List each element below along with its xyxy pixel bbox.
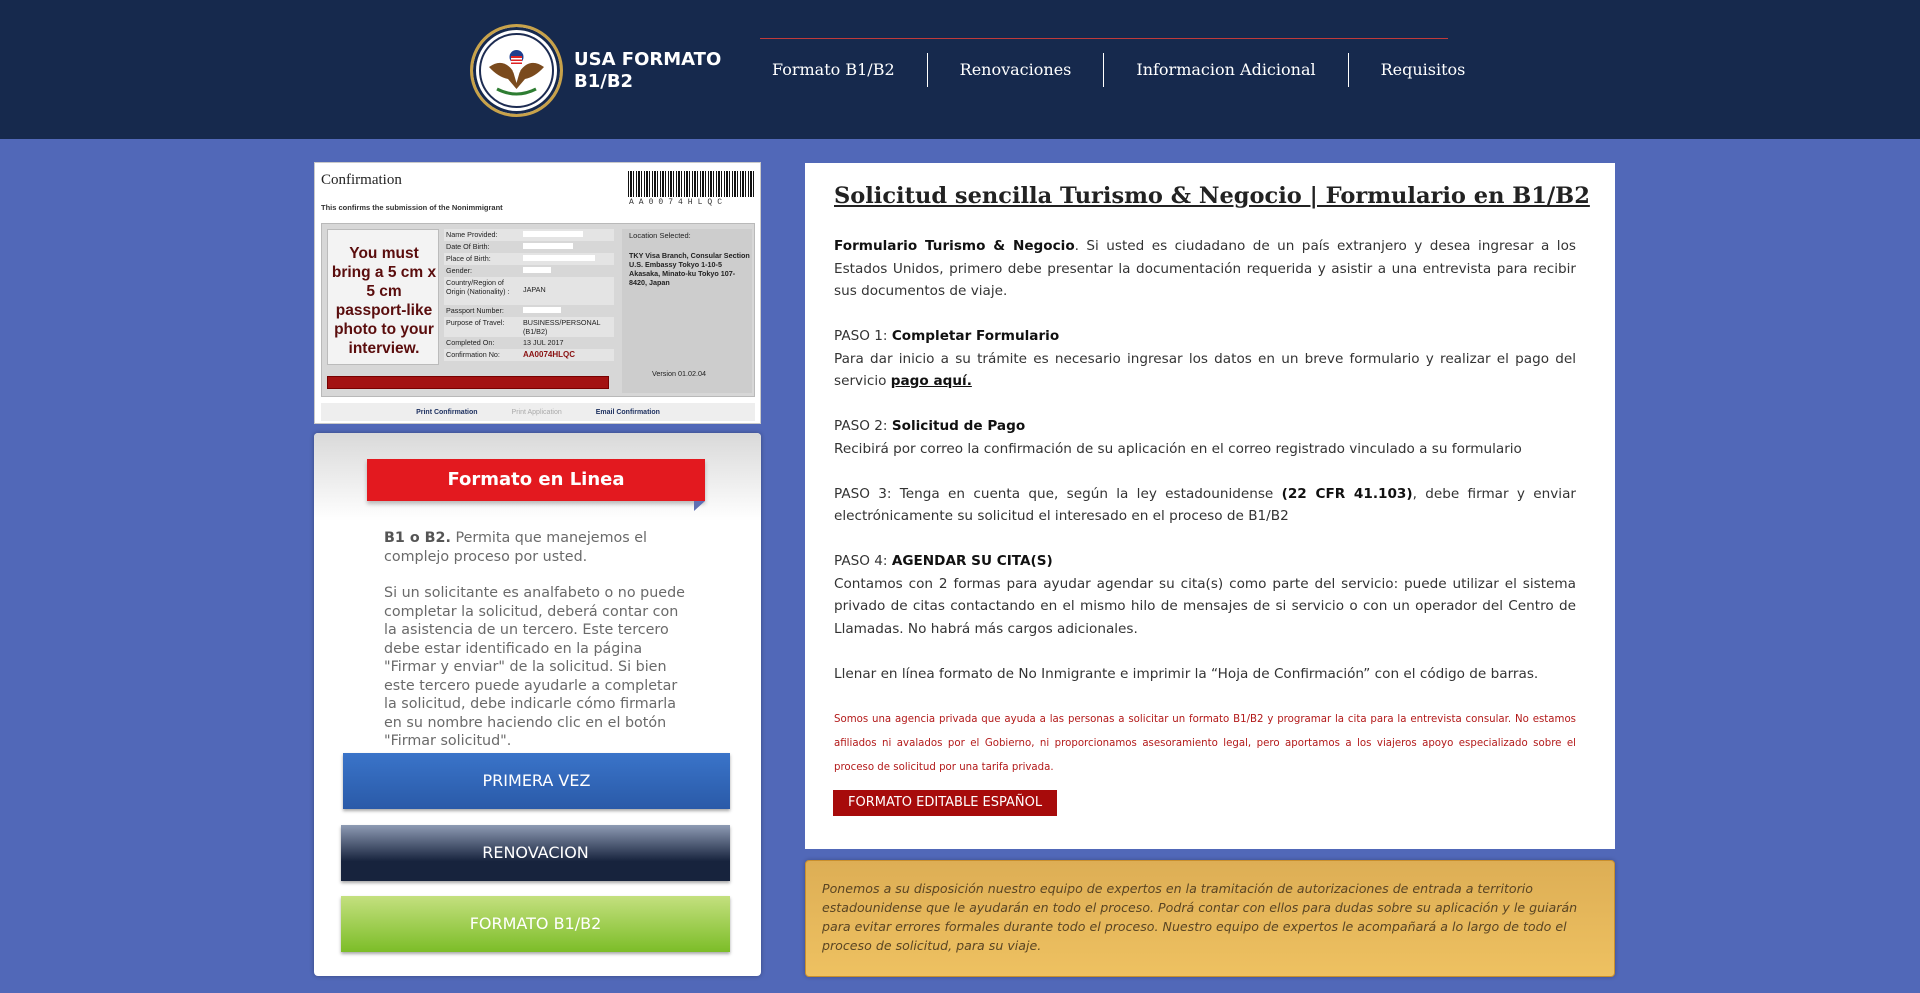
disclaimer-text: Somos una agencia privada que ayuda a las personas a solicitar un formato B1/B2 y programar la cita para la entrevista consular. No estamos afiliados ni avalados por el Gobierno, ni proporcionamos asesoramiento legal, pero aportamos a los viajeros apoyo especializado sobre el proceso de solicitud por una tarifa privada. [834,714,1576,773]
paso-4-label: PASO 4: [834,553,892,569]
field-label: Completed On: [446,338,495,347]
field-label: Name Provided: [446,230,498,239]
email-confirmation-label: Email Confirmation [595,408,660,416]
intro-paragraph [834,235,1576,303]
paso-2-label: PASO 2: [834,418,892,434]
location-text: TKY Visa Branch, Consular Section U.S. Embassy Tokyo 1-10-5 Akasaka, Minato-ku Tokyo 107-8420, Japan [629,251,750,287]
intro-bold: Formulario Turismo & Negocio [834,238,1075,254]
brand-line-1: USA FORMATO [574,49,722,70]
field-row [444,229,614,241]
nav-renovaciones[interactable]: Renovaciones [928,53,1105,87]
field-value: 13 JUL 2017 [523,338,564,347]
main-content-panel [805,163,1615,849]
paso-3 [834,483,1576,528]
ribbon-fold [694,501,705,511]
field-row [444,265,614,277]
closing-text: Llenar en línea formato de No Inmigrante e imprimir la “Hoja de Confirmación” con el código de barras. [834,665,1539,682]
field-label: Confirmation No: [446,350,500,359]
paso-1 [834,325,1576,393]
field-value [523,306,612,316]
confirmation-number: AA0074HLQC [523,350,576,359]
paso-2-text: Recibirá por correo la confirmación de su aplicación en el correo registrado vinculado a su formulario [834,440,1522,457]
field-label: Gender: [446,266,472,275]
field-row [444,337,614,349]
field-label: Purpose of Travel: [446,318,505,327]
field-row [444,317,614,337]
field-row [444,253,614,265]
field-row [444,305,614,317]
primera-vez-button[interactable]: PRIMERA VEZ [343,753,730,809]
eagle-icon [473,27,560,114]
paso-1-text: Para dar inicio a su trámite es necesario ingresar los datos en un breve formulario y realizar el pago del servicio [834,350,1576,389]
site-header [0,0,1920,139]
paso-4-title: AGENDAR SU CITA(S) [891,553,1053,569]
nav-formato-b1b2[interactable]: Formato B1/B2 [740,53,928,87]
confirmation-title: Confirmation [321,172,402,188]
red-bar [327,376,609,389]
nav-requisitos[interactable]: Requisitos [1380,60,1466,79]
ribbon-title: Formato en Linea [367,459,705,501]
logo-seal-icon[interactable] [470,24,563,117]
barcode-text: AA0074HLQC [629,198,728,207]
field-label: Date Of Birth: [446,242,490,251]
intro-text: . Si usted es ciudadano de un país extranjero y desea ingresar a los Estados Unidos, primero debe presentar la documentación requerida y asistir a una entrevista para recibir sus documentos de viaje. [834,238,1576,299]
confirmation-fields [444,229,614,361]
main-nav [740,52,1497,88]
paso-3-label: PASO 3: Tenga en cuenta que, según la ley estadounidense [834,485,1282,502]
field-row [444,349,614,361]
confirmation-subtitle: This confirms the submission of the Nonimmigrant [321,203,503,212]
location-label: Location Selected: [629,231,691,240]
card-intro-text: Permita que manejemos el complejo proceso por usted. [384,530,648,565]
field-label: Country/Region of Origin (Nationality) : [446,278,510,296]
experts-info-text: Ponemos a su disposición nuestro equipo de expertos en la tramitación de autorizaciones de entrada a territorio estadounidense que le ayudarán en todo el proceso. Podrá contar con ellos para dudas sobre su aplicación y le guiarán para evitar errores formales durante todo el proceso. Nuestro equipo de expertos le acompañará a lo largo de todo el proceso de solicitud, para su viaje. [822,881,1578,953]
print-application-label: Print Application [511,408,562,416]
photo-message: You must bring a 5 cm x 5 cm passport-like photo to your interview. [331,245,437,357]
card-intro-bold: B1 o B2. [384,530,451,546]
field-row [444,241,614,253]
location-panel [622,229,752,393]
online-format-card [314,433,761,976]
confirmation-sample-image [314,162,761,424]
field-value: JAPAN [523,285,546,294]
nav-divider-line [760,38,1448,39]
paso-3-text: , debe firmar y enviar electrónicamente su solicitud el interesado en el proceso de B1/B2 [834,485,1576,524]
barcode-icon [628,171,756,197]
card-paragraph: Si un solicitante es analfabeto o no puede completar la solicitud, deberá contar con la asistencia de un tercero. Este tercero debe estar identificado en la página "Firmar y enviar" de la solicitud. Si bien este tercero puede ayudarle a completar la solicitud, debe indicarle cómo firmarla en su nombre haciendo clic en el botón "Firmar solicitud". [384,585,685,749]
confirmation-buttons [321,403,755,421]
paso-3-law: (22 CFR 41.103) [1281,485,1413,502]
field-value [523,266,612,276]
paso-1-label: PASO 1: [834,328,892,344]
field-label: Place of Birth: [446,254,491,263]
photo-placeholder [327,229,439,365]
renovacion-button[interactable]: RENOVACION [341,825,730,881]
print-confirmation-label: Print Confirmation [416,408,478,416]
confirmation-details-box [321,223,755,397]
page-title: Solicitud sencilla Turismo & Negocio | Formulario en B1/B2 [834,183,1590,209]
card-intro [384,529,694,566]
paso-2 [834,415,1576,460]
card-text [384,529,694,769]
field-value [523,242,612,252]
nav-informacion-adicional[interactable]: Informacion Adicional [1104,53,1348,87]
field-value [523,254,612,264]
paso-4 [834,550,1576,640]
formato-editable-button[interactable]: FORMATO EDITABLE ESPAÑOL [833,790,1057,816]
paso-4-text: Contamos con 2 formas para ayudar agendar su cita(s) como parte del servicio: puede utilizar el sistema privado de citas contactando en el mismo hilo de mensajes de si servicio o con un operador del Centro de Llamadas. No habrá más cargos adicionales. [834,575,1576,637]
paso-2-title: Solicitud de Pago [891,418,1026,434]
field-value [523,230,612,240]
experts-info-box [805,860,1615,977]
main-body [834,235,1576,708]
field-row [444,277,614,305]
formato-b1b2-button[interactable]: FORMATO B1/B2 [341,896,730,952]
brand-title[interactable] [574,49,734,93]
field-value: BUSINESS/PERSONAL (B1/B2) [523,318,601,336]
pago-aqui-link[interactable]: pago aquí. [890,373,972,389]
paso-1-title: Completar Formulario [891,328,1060,344]
brand-line-2: B1/B2 [574,71,634,92]
version-text: Version 01.02.04 [652,369,706,378]
field-label: Passport Number: [446,306,504,315]
